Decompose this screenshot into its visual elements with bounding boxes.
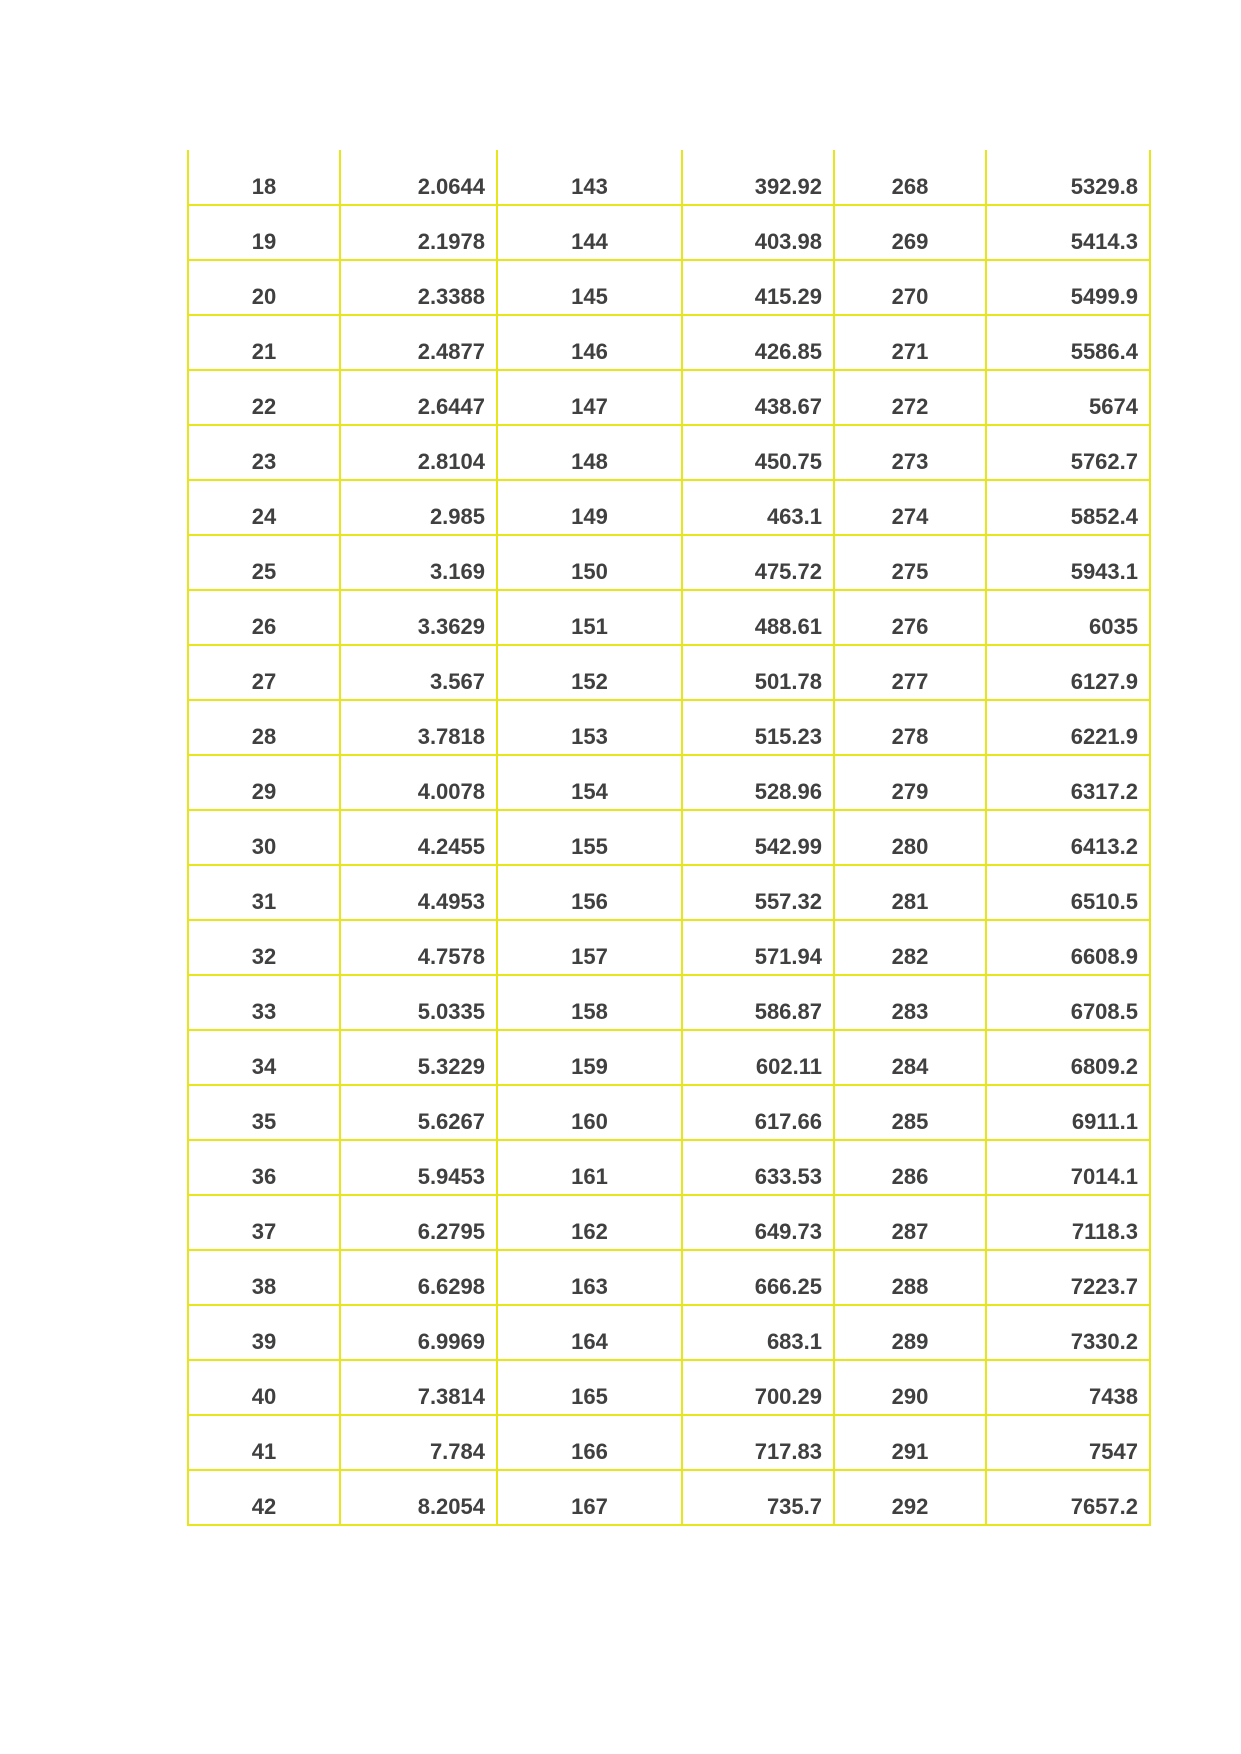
- col6-cell: 7223.7: [986, 1250, 1150, 1305]
- col1-cell: 22: [188, 370, 340, 425]
- col4-cell: 426.85: [682, 315, 834, 370]
- table-row: [188, 1085, 1150, 1140]
- col5-cell: 281: [834, 865, 986, 920]
- table-row: [188, 590, 1150, 645]
- col6-cell: 7330.2: [986, 1305, 1150, 1360]
- col3-cell: 160: [497, 1085, 682, 1140]
- col6-cell: 5943.1: [986, 535, 1150, 590]
- col1-cell: 26: [188, 590, 340, 645]
- col6-cell: 5414.3: [986, 205, 1150, 260]
- col4-cell: 617.66: [682, 1085, 834, 1140]
- col3-cell: 151: [497, 590, 682, 645]
- col2-cell: 6.2795: [340, 1195, 497, 1250]
- col1-cell: 39: [188, 1305, 340, 1360]
- col5-cell: 275: [834, 535, 986, 590]
- col3-cell: 144: [497, 205, 682, 260]
- col3-cell: 148: [497, 425, 682, 480]
- col2-cell: 3.169: [340, 535, 497, 590]
- col3-cell: 163: [497, 1250, 682, 1305]
- col5-cell: 268: [834, 150, 986, 205]
- col2-cell: 2.0644: [340, 150, 497, 205]
- col5-cell: 290: [834, 1360, 986, 1415]
- col2-cell: 5.6267: [340, 1085, 497, 1140]
- col1-cell: 32: [188, 920, 340, 975]
- col2-cell: 2.985: [340, 480, 497, 535]
- col4-cell: 557.32: [682, 865, 834, 920]
- col1-cell: 30: [188, 810, 340, 865]
- col5-cell: 282: [834, 920, 986, 975]
- col1-cell: 36: [188, 1140, 340, 1195]
- table-row: [188, 1030, 1150, 1085]
- col5-cell: 276: [834, 590, 986, 645]
- col3-cell: 161: [497, 1140, 682, 1195]
- col6-cell: 6510.5: [986, 865, 1150, 920]
- col4-cell: 403.98: [682, 205, 834, 260]
- col3-cell: 166: [497, 1415, 682, 1470]
- col5-cell: 291: [834, 1415, 986, 1470]
- col2-cell: 2.1978: [340, 205, 497, 260]
- table-body: [188, 150, 1150, 1525]
- col5-cell: 288: [834, 1250, 986, 1305]
- col3-cell: 143: [497, 150, 682, 205]
- table-row: [188, 480, 1150, 535]
- table-row: [188, 700, 1150, 755]
- col5-cell: 289: [834, 1305, 986, 1360]
- col6-cell: 5499.9: [986, 260, 1150, 315]
- data-table-container: [187, 150, 1149, 1576]
- table-row: [188, 205, 1150, 260]
- col1-cell: 20: [188, 260, 340, 315]
- col4-cell: 488.61: [682, 590, 834, 645]
- col4-cell: 586.87: [682, 975, 834, 1030]
- col3-cell: 154: [497, 755, 682, 810]
- col3-cell: 167: [497, 1470, 682, 1525]
- col1-cell: 35: [188, 1085, 340, 1140]
- col3-cell: 145: [497, 260, 682, 315]
- data-table: [187, 150, 1151, 1526]
- table-row: [188, 260, 1150, 315]
- col6-cell: 5762.7: [986, 425, 1150, 480]
- col2-cell: 2.6447: [340, 370, 497, 425]
- col6-cell: 7118.3: [986, 1195, 1150, 1250]
- col4-cell: 438.67: [682, 370, 834, 425]
- col1-cell: 42: [188, 1470, 340, 1525]
- col1-cell: 24: [188, 480, 340, 535]
- col1-cell: 37: [188, 1195, 340, 1250]
- col2-cell: 6.9969: [340, 1305, 497, 1360]
- col5-cell: 271: [834, 315, 986, 370]
- col5-cell: 285: [834, 1085, 986, 1140]
- table-row: [188, 535, 1150, 590]
- col1-cell: 33: [188, 975, 340, 1030]
- col6-cell: 7014.1: [986, 1140, 1150, 1195]
- col3-cell: 152: [497, 645, 682, 700]
- col6-cell: 6708.5: [986, 975, 1150, 1030]
- col6-cell: 6413.2: [986, 810, 1150, 865]
- col2-cell: 8.2054: [340, 1470, 497, 1525]
- col1-cell: 23: [188, 425, 340, 480]
- col1-cell: 40: [188, 1360, 340, 1415]
- col2-cell: 3.7818: [340, 700, 497, 755]
- col4-cell: 392.92: [682, 150, 834, 205]
- col2-cell: 3.3629: [340, 590, 497, 645]
- col3-cell: 147: [497, 370, 682, 425]
- table-row: [188, 645, 1150, 700]
- col3-cell: 157: [497, 920, 682, 975]
- col2-cell: 4.2455: [340, 810, 497, 865]
- col1-cell: 21: [188, 315, 340, 370]
- table-row: [188, 1140, 1150, 1195]
- col3-cell: 159: [497, 1030, 682, 1085]
- col4-cell: 700.29: [682, 1360, 834, 1415]
- col3-cell: 164: [497, 1305, 682, 1360]
- col4-cell: 571.94: [682, 920, 834, 975]
- col4-cell: 528.96: [682, 755, 834, 810]
- col6-cell: 6317.2: [986, 755, 1150, 810]
- col4-cell: 415.29: [682, 260, 834, 315]
- col1-cell: 31: [188, 865, 340, 920]
- col5-cell: 279: [834, 755, 986, 810]
- col2-cell: 7.784: [340, 1415, 497, 1470]
- col6-cell: 5329.8: [986, 150, 1150, 205]
- table-row: [188, 1470, 1150, 1525]
- col4-cell: 633.53: [682, 1140, 834, 1195]
- col2-cell: 4.0078: [340, 755, 497, 810]
- table-row: [188, 1195, 1150, 1250]
- col5-cell: 283: [834, 975, 986, 1030]
- table-row: [188, 315, 1150, 370]
- col6-cell: 7438: [986, 1360, 1150, 1415]
- table-row: [188, 1360, 1150, 1415]
- table-row: [188, 425, 1150, 480]
- table-row: [188, 975, 1150, 1030]
- col2-cell: 4.7578: [340, 920, 497, 975]
- col1-cell: 28: [188, 700, 340, 755]
- col4-cell: 683.1: [682, 1305, 834, 1360]
- col1-cell: 27: [188, 645, 340, 700]
- col3-cell: 149: [497, 480, 682, 535]
- table-row: [188, 920, 1150, 975]
- col5-cell: 274: [834, 480, 986, 535]
- col6-cell: 5586.4: [986, 315, 1150, 370]
- col6-cell: 5674: [986, 370, 1150, 425]
- col3-cell: 165: [497, 1360, 682, 1415]
- table-row: [188, 755, 1150, 810]
- col2-cell: 5.9453: [340, 1140, 497, 1195]
- col6-cell: 5852.4: [986, 480, 1150, 535]
- col6-cell: 7657.2: [986, 1470, 1150, 1525]
- table-row: [188, 865, 1150, 920]
- col2-cell: 4.4953: [340, 865, 497, 920]
- col3-cell: 155: [497, 810, 682, 865]
- table-row: [188, 1305, 1150, 1360]
- col5-cell: 269: [834, 205, 986, 260]
- col4-cell: 717.83: [682, 1415, 834, 1470]
- col4-cell: 735.7: [682, 1470, 834, 1525]
- col1-cell: 19: [188, 205, 340, 260]
- col5-cell: 273: [834, 425, 986, 480]
- col6-cell: 6127.9: [986, 645, 1150, 700]
- col2-cell: 5.3229: [340, 1030, 497, 1085]
- col4-cell: 475.72: [682, 535, 834, 590]
- table-row: [188, 370, 1150, 425]
- col5-cell: 292: [834, 1470, 986, 1525]
- col2-cell: 2.3388: [340, 260, 497, 315]
- col1-cell: 34: [188, 1030, 340, 1085]
- table-row: [188, 1250, 1150, 1305]
- col4-cell: 542.99: [682, 810, 834, 865]
- col3-cell: 150: [497, 535, 682, 590]
- table-row: [188, 150, 1150, 205]
- col2-cell: 2.4877: [340, 315, 497, 370]
- col6-cell: 6035: [986, 590, 1150, 645]
- col4-cell: 463.1: [682, 480, 834, 535]
- col4-cell: 602.11: [682, 1030, 834, 1085]
- col2-cell: 6.6298: [340, 1250, 497, 1305]
- col5-cell: 284: [834, 1030, 986, 1085]
- table-row: [188, 1415, 1150, 1470]
- col2-cell: 2.8104: [340, 425, 497, 480]
- col4-cell: 649.73: [682, 1195, 834, 1250]
- col1-cell: 38: [188, 1250, 340, 1305]
- table-row: [188, 810, 1150, 865]
- col4-cell: 666.25: [682, 1250, 834, 1305]
- col1-cell: 25: [188, 535, 340, 590]
- col2-cell: 3.567: [340, 645, 497, 700]
- col5-cell: 278: [834, 700, 986, 755]
- col2-cell: 5.0335: [340, 975, 497, 1030]
- col5-cell: 287: [834, 1195, 986, 1250]
- col5-cell: 272: [834, 370, 986, 425]
- col6-cell: 6911.1: [986, 1085, 1150, 1140]
- col5-cell: 270: [834, 260, 986, 315]
- col1-cell: 18: [188, 150, 340, 205]
- col5-cell: 277: [834, 645, 986, 700]
- col4-cell: 501.78: [682, 645, 834, 700]
- col5-cell: 286: [834, 1140, 986, 1195]
- col6-cell: 6221.9: [986, 700, 1150, 755]
- col4-cell: 515.23: [682, 700, 834, 755]
- col6-cell: 7547: [986, 1415, 1150, 1470]
- col1-cell: 41: [188, 1415, 340, 1470]
- col6-cell: 6608.9: [986, 920, 1150, 975]
- col6-cell: 6809.2: [986, 1030, 1150, 1085]
- col3-cell: 158: [497, 975, 682, 1030]
- col3-cell: 153: [497, 700, 682, 755]
- col3-cell: 156: [497, 865, 682, 920]
- col2-cell: 7.3814: [340, 1360, 497, 1415]
- col3-cell: 146: [497, 315, 682, 370]
- col3-cell: 162: [497, 1195, 682, 1250]
- col1-cell: 29: [188, 755, 340, 810]
- col4-cell: 450.75: [682, 425, 834, 480]
- col5-cell: 280: [834, 810, 986, 865]
